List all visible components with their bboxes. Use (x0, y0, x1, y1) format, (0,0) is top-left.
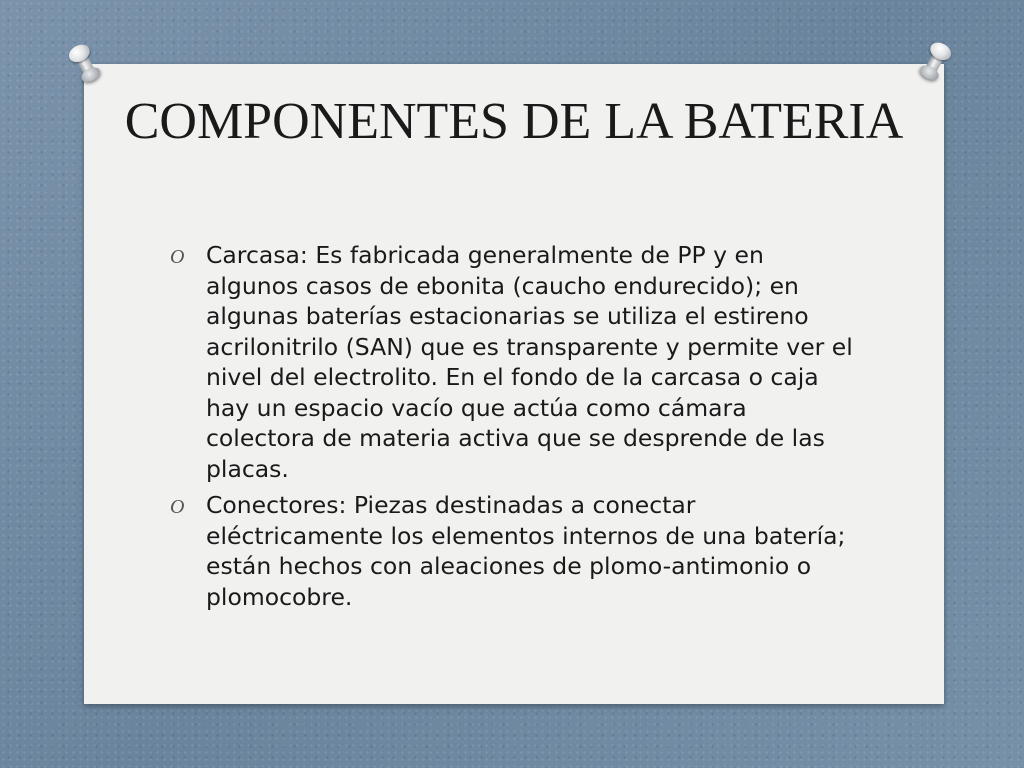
bullet-list (170, 240, 860, 618)
bullet-item-conectores (170, 490, 860, 612)
bullet-term: Conectores: (206, 491, 347, 519)
bullet-text: Es fabricada generalmente de PP y en algunos casos de ebonita (caucho endurecido); en algunas baterías estacionarias se utiliza el estireno acrilonitrilo (SAN) que es transparente y permite ver el nivel del electrolito. En el fondo de la carcasa o caja hay un espacio vacío que actúa como cámara colectora de materia activa que se desprende de las placas. (206, 241, 853, 483)
slide-title: COMPONENTES DE LA BATERIA (124, 93, 904, 150)
bullet-marker-icon: O (170, 246, 185, 268)
bullet-item-carcasa (170, 240, 860, 484)
bullet-term: Carcasa: (206, 241, 308, 269)
bullet-marker-icon: O (170, 496, 185, 518)
bullet-text: Piezas destinadas a conectar eléctricamente los elementos internos de una batería; están hechos con aleaciones de plomo-antimonio o plomocobre. (206, 491, 846, 611)
